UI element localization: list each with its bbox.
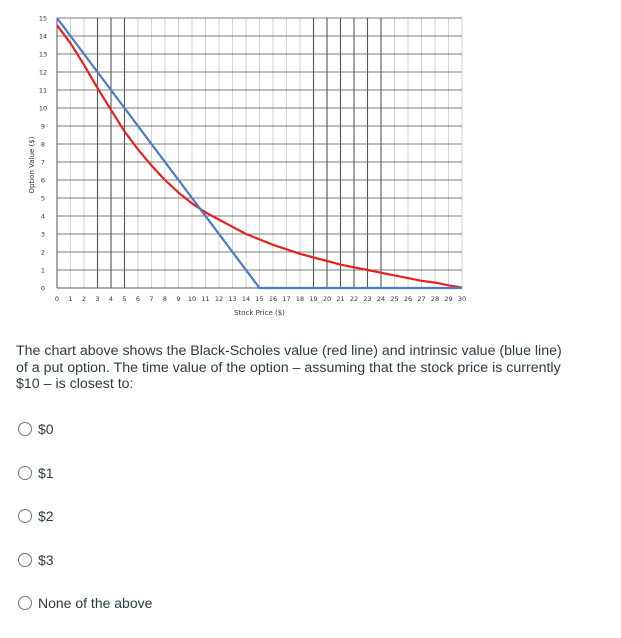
x-tick-label: 2 — [81, 295, 87, 303]
chart-labels — [28, 136, 285, 317]
x-tick-label: 19 — [309, 295, 318, 303]
y-tick-label: 6 — [40, 176, 46, 185]
y-tick-label: 3 — [40, 230, 46, 239]
y-axis-label: Option Value ($) — [28, 136, 36, 194]
x-tick-label: 17 — [282, 295, 291, 303]
choice-label: $2 — [38, 508, 54, 524]
chart-axes — [39, 15, 466, 304]
y-tick-label: 14 — [38, 32, 48, 41]
x-tick-label: 26 — [403, 295, 413, 303]
x-tick-label: 5 — [122, 295, 127, 303]
choice-3[interactable] — [18, 551, 152, 595]
answer-choices — [18, 420, 152, 638]
choice-label: None of the above — [38, 595, 153, 611]
y-tick-label: 11 — [38, 86, 48, 95]
radio-button[interactable] — [18, 466, 32, 480]
y-tick-label: 13 — [38, 50, 48, 59]
x-tick-label: 29 — [444, 295, 453, 303]
y-tick-label: 1 — [40, 266, 46, 275]
x-tick-label: 20 — [322, 295, 332, 303]
x-tick-label: 11 — [201, 295, 210, 303]
x-tick-label: 14 — [241, 295, 251, 303]
x-tick-label: 25 — [390, 295, 399, 303]
x-tick-label: 24 — [376, 295, 386, 303]
x-tick-label: 0 — [54, 295, 60, 303]
radio-button[interactable] — [18, 509, 32, 523]
x-tick-label: 4 — [108, 295, 114, 303]
y-tick-label: 10 — [38, 104, 48, 113]
choice-label: $0 — [38, 421, 54, 437]
radio-button[interactable] — [18, 553, 32, 567]
x-tick-label: 16 — [268, 295, 278, 303]
choice-2[interactable] — [18, 507, 152, 551]
x-tick-label: 1 — [68, 295, 73, 303]
radio-button[interactable] — [18, 422, 32, 436]
x-tick-label: 3 — [95, 295, 100, 303]
y-tick-label: 9 — [40, 122, 46, 131]
y-tick-label: 7 — [40, 158, 46, 167]
x-tick-label: 6 — [135, 295, 141, 303]
x-tick-label: 22 — [349, 295, 359, 303]
x-axis-label: Stock Price ($) — [234, 309, 285, 317]
x-tick-label: 30 — [457, 295, 467, 303]
y-tick-label: 2 — [40, 248, 46, 257]
x-tick-label: 13 — [228, 295, 237, 303]
x-tick-label: 27 — [417, 295, 426, 303]
x-tick-label: 28 — [430, 295, 440, 303]
x-tick-label: 7 — [149, 295, 154, 303]
y-tick-label: 12 — [38, 68, 48, 77]
chart-grid — [57, 18, 462, 288]
x-tick-label: 21 — [336, 295, 345, 303]
y-tick-label: 4 — [40, 212, 46, 221]
x-tick-label: 18 — [295, 295, 305, 303]
radio-button[interactable] — [18, 596, 32, 610]
x-tick-label: 23 — [363, 295, 372, 303]
x-tick-label: 10 — [187, 295, 197, 303]
choice-label: $1 — [38, 464, 54, 481]
question-text: The chart above shows the Black-Scholes value (red line) and intrinsic value (blue line) of a put option. The time value of the option – assuming that the stock price is currently $10 – is closest to: — [16, 343, 562, 392]
choice-label: $3 — [38, 551, 54, 568]
y-tick-label: 0 — [40, 284, 46, 293]
x-tick-label: 8 — [162, 295, 168, 303]
y-tick-label: 15 — [38, 14, 48, 23]
x-tick-label: 15 — [255, 295, 264, 303]
y-tick-label: 5 — [40, 194, 46, 203]
x-tick-label: 9 — [176, 295, 181, 303]
y-tick-label: 8 — [40, 140, 46, 149]
x-tick-label: 12 — [214, 295, 224, 303]
choice-4[interactable] — [18, 594, 152, 638]
choice-1[interactable] — [18, 464, 152, 508]
choice-0[interactable] — [18, 420, 152, 464]
